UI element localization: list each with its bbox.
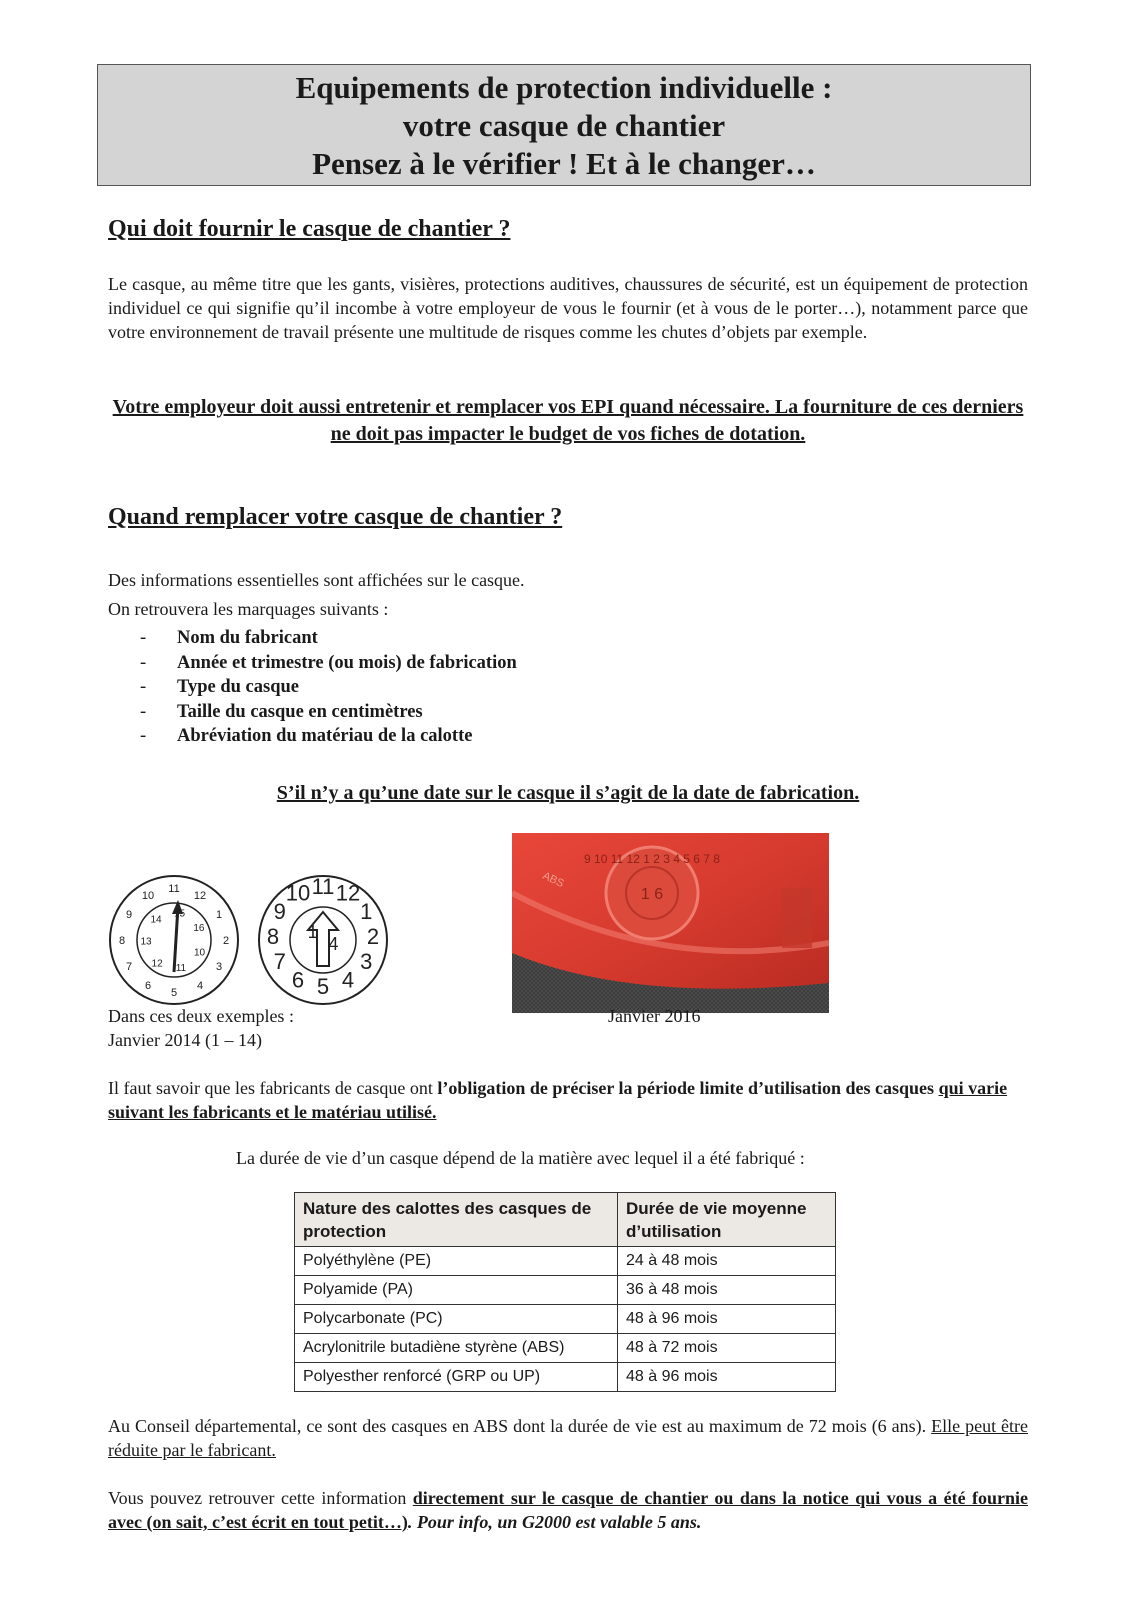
dial-number: 10 bbox=[285, 880, 311, 906]
dial-number: 5 bbox=[316, 974, 330, 999]
dial-number: 8 bbox=[118, 935, 126, 947]
dial-number: 10 bbox=[193, 947, 206, 959]
table-row: Polyéthylène (PE) 24 à 48 mois bbox=[295, 1247, 836, 1276]
dial-number: 8 bbox=[266, 924, 280, 949]
dial-number: 11 bbox=[168, 883, 180, 895]
title-line-2: votre casque de chantier bbox=[402, 108, 726, 143]
list-item: - Taille du casque en centimètres bbox=[140, 701, 423, 722]
dial-number: 1 bbox=[307, 922, 318, 942]
dial-number: 2 bbox=[366, 924, 380, 949]
list-item: - Nom du fabricant bbox=[140, 628, 318, 648]
dial-number: 15 bbox=[173, 908, 186, 920]
date-note: S’il n’y a qu’une date sur le casque il s’agit de la date de fabrication. bbox=[276, 782, 860, 804]
table-header-material: Nature des calottes des casques de protection bbox=[295, 1193, 618, 1247]
examples-value: Janvier 2014 (1 – 14) bbox=[108, 1030, 262, 1050]
employer-emphasis: Votre employeur doit aussi entretenir et remplacer vos EPI quand nécessaire. La fourniture de ces derniers ne doit pas impacter le budget de vos fiches de dotation. bbox=[112, 396, 1024, 445]
dial-2014-alt-icon bbox=[259, 874, 387, 1004]
dial-number: 4 bbox=[196, 980, 204, 992]
dial-number: 6 bbox=[291, 967, 305, 993]
intro-line-2: On retrouvera les marquages suivants : bbox=[108, 599, 389, 619]
svg-text:9 10 11 12 1 2 3 4 5 6 7 8: 9 10 11 12 1 2 3 4 5 6 7 8 bbox=[584, 852, 720, 866]
table-header-row bbox=[295, 1193, 836, 1247]
dial-number: 14 bbox=[150, 914, 162, 926]
section-heading-when-replace: Quand remplacer votre casque de chantier ? bbox=[108, 504, 563, 530]
dial-number: 1 bbox=[215, 909, 223, 921]
markings-list bbox=[140, 626, 517, 749]
dial-number: 6 bbox=[144, 980, 152, 992]
dial-2014-icon bbox=[110, 876, 238, 1004]
table-header-lifetime: Durée de vie moyenne d’utilisation bbox=[618, 1193, 836, 1247]
dial-number: 1 bbox=[360, 899, 373, 924]
dial-number: 12 bbox=[335, 880, 361, 906]
dial-number: 9 bbox=[273, 899, 286, 924]
dial-number: 12 bbox=[151, 958, 163, 970]
lifetime-intro: La durée de vie d’un casque dépend de la matière avec lequel il a été fabriqué : bbox=[236, 1148, 805, 1168]
svg-text:1 6: 1 6 bbox=[640, 886, 664, 903]
dial-number: 13 bbox=[140, 936, 152, 948]
lifetime-table bbox=[294, 1192, 836, 1392]
examples-label: Dans ces deux exemples : bbox=[108, 1006, 294, 1026]
dial-number: 2 bbox=[222, 935, 230, 947]
dial-number: 9 bbox=[125, 909, 133, 921]
title-line-1: Equipements de protection individuelle : bbox=[295, 70, 833, 105]
dial-number: 4 bbox=[341, 967, 355, 993]
title-line-3: Pensez à le vérifier ! Et à le changer… bbox=[312, 146, 816, 181]
intro-line-1: Des informations essentielles sont affichées sur le casque. bbox=[108, 570, 525, 590]
list-item: - Abréviation du matériau de la calotte bbox=[140, 726, 473, 746]
obligation-paragraph: Il faut savoir que les fabricants de casque ont l’obligation de préciser la période limite d’utilisation des casques qui varie suivant les fabricants et le matériau utilisé. bbox=[108, 1078, 1008, 1122]
dial-number: 5 bbox=[170, 987, 178, 999]
dial-number: 11 bbox=[175, 963, 187, 975]
date-dials-illustration bbox=[106, 872, 396, 1012]
section1-paragraph: Le casque, au même titre que les gants, visières, protections auditives, chaussures de sécurité, est un équipement de protection individuel ce qui signifie qu’il incombe à votre employeur de vous le fournir (et à vous de le porter…), notamment parce que votre environnement de travail présente une multitude de risques comme les chutes d’objets par exemple. bbox=[108, 274, 1028, 342]
list-item: - Année et trimestre (ou mois) de fabrication bbox=[140, 652, 517, 673]
dial-number: 4 bbox=[328, 934, 339, 954]
dial-number: 10 bbox=[141, 890, 155, 902]
dial-number: 12 bbox=[193, 890, 207, 902]
table-row: Polycarbonate (PC) 48 à 96 mois bbox=[295, 1305, 836, 1334]
dial-number: 7 bbox=[273, 949, 286, 974]
dial-number: 11 bbox=[311, 874, 335, 899]
table-row: Polyesther renforcé (GRP ou UP) 48 à 96 mois bbox=[295, 1363, 836, 1392]
dial-number: 3 bbox=[360, 949, 373, 974]
svg-text:ABS: ABS bbox=[540, 869, 566, 891]
cd-paragraph: Au Conseil départemental, ce sont des casques en ABS dont la durée de vie est au maximum de 72 mois (6 ans). Elle peut être réduite par le fabricant. bbox=[108, 1416, 1029, 1460]
examples-block bbox=[108, 1004, 294, 1052]
dial-number: 7 bbox=[125, 961, 133, 973]
section-heading-who-provides: Qui doit fournir le casque de chantier ? bbox=[108, 216, 511, 242]
title-box bbox=[97, 64, 1031, 186]
photo-caption: Janvier 2016 bbox=[608, 1006, 701, 1026]
list-item: - Type du casque bbox=[140, 677, 299, 697]
table-row: Acrylonitrile butadiène styrène (ABS) 48 à 72 mois bbox=[295, 1334, 836, 1363]
helmet-date-photo bbox=[512, 833, 829, 1013]
info-paragraph: Vous pouvez retrouver cette information directement sur le casque de chantier ou dans la notice qui vous a été fournie avec (on sait, c’est écrit en tout petit…). Pour info, un G2000 est valable 5 ans. bbox=[108, 1488, 1028, 1532]
dial-number: 3 bbox=[215, 961, 223, 973]
table-row: Polyamide (PA) 36 à 48 mois bbox=[295, 1276, 836, 1305]
dial-number: 16 bbox=[193, 923, 205, 935]
